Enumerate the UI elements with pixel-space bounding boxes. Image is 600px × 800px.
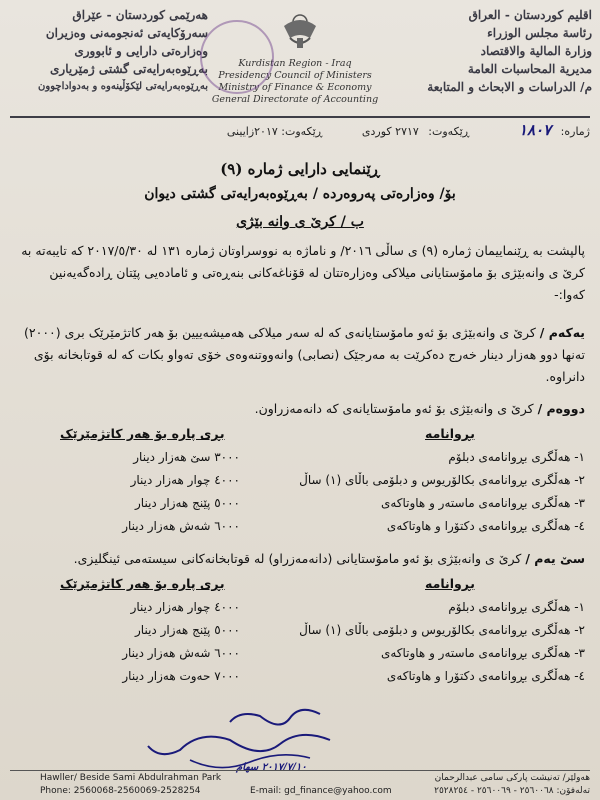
second-clause-text: کرێ ی وانەبێژی بۆ ئەو مامۆستایانەی کە دانەمەزراون. <box>254 401 534 416</box>
first-clause <box>20 322 585 388</box>
header-kurdish-line: وەزارەتی دارایی و ئابووری <box>74 44 208 58</box>
footer-divider <box>10 770 590 771</box>
table-cell-amount: ٦٠٠٠ شەش هەزار دینار <box>122 646 240 660</box>
header-english-line: Kurdistan Region - Iraq <box>238 58 352 69</box>
footer-kurdish <box>400 772 590 798</box>
table-row: ٤- هەڵگری بڕوانامەی دکتۆرا و هاوتاکەی <box>386 669 585 683</box>
ref-date-kurdish: ٢٧١٧ کوردی <box>361 125 419 138</box>
subject-line: ب / کرێ ی وانە بێژی <box>236 214 364 230</box>
header-kurdish <box>8 6 208 96</box>
header-kurdish-line: بەڕێوەبەرایەتی گشتی ژمێریاری <box>50 62 208 76</box>
ref-number-label: ژمارە: <box>560 125 590 138</box>
table-cell-amount: ٥٠٠٠ پێنج هەزار دینار <box>135 623 240 637</box>
table-cell-amount: ٣٠٠٠ سێ هەزار دینار <box>133 450 240 464</box>
kurdistan-emblem-icon <box>280 8 320 54</box>
table2-amount-column <box>90 596 240 688</box>
header-english-line: Presidency Council of Ministers <box>218 70 372 81</box>
table-row: ١- هەڵگری بڕوانامەی دبلۆم <box>448 600 585 614</box>
header-arabic-line: م/ الدراسات و الابحاث و المتابعة <box>427 80 592 94</box>
header-arabic <box>352 6 592 96</box>
table2-degree-header: بڕوانامە <box>425 576 475 591</box>
header-kurdish-line: بەڕێوەبەرایەتی لێکۆڵینەوە و بەدواداچوون <box>38 81 208 92</box>
ref-date-gregorian: ٢٠١٧زایینی <box>226 125 278 138</box>
signature-scribble-icon <box>140 700 340 770</box>
header-arabic-line: اقليم كوردستان - العراق <box>468 8 592 22</box>
footer-phone-en: Phone: 2560068-2560069-2528254 <box>40 786 201 796</box>
table-row: ٤- هەڵگری بڕوانامەی دکتۆرا و هاوتاکەی <box>386 519 585 533</box>
table-row: ١- هەڵگری بڕوانامەی دبلۆم <box>448 450 585 464</box>
third-clause <box>20 548 585 570</box>
header-divider <box>10 116 590 118</box>
header-english-line: General Directorate of Accounting <box>211 94 379 105</box>
table2-amount-header: بڕی پارە بۆ هەر کاتژمێرێک <box>60 576 225 591</box>
handwritten-date-note: ٢٠١٧/٧/١٠ سهام <box>236 762 307 773</box>
footer-address-ku: هەولێر/ تەنیشت پارکی سامی عبدالرحمان <box>434 773 590 783</box>
table-cell-amount: ٤٠٠٠ چوار هەزار دینار <box>130 600 240 614</box>
first-clause-text: کرێ ی وانەبێژی بۆ ئەو مامۆستایانەی کە لە سەر میلاکی هەمیشەییین بۆ هەر کاتژمێرێک بری (٢٠٠٠) تەنها دوو هەزار دینار خەرج دەکرێت بە مەرجێک (نصابی) وانەووتنەوەی خۆی تەواو بکات کە لە قوتابخانە بۆی دانراوە. <box>24 325 585 384</box>
table-cell-amount: ٤٠٠٠ چوار هەزار دینار <box>130 473 240 487</box>
header-arabic-line: وزارة المالية والاقتصاد <box>480 44 592 58</box>
ref-date-label-2: ڕێکەوت: <box>281 125 323 138</box>
ref-date-label: ڕێکەوت: <box>428 125 470 138</box>
table-cell-amount: ٦٠٠٠ شەش هەزار دینار <box>122 519 240 533</box>
table2-degree-column <box>245 596 585 688</box>
third-clause-text: کرێ ی وانەبێژی بۆ ئەو مامۆستایانی (دانەمەزراو) لە قوتابخانەکانی سیستەمی ئینگلیزی. <box>73 551 522 566</box>
header-kurdish-line: سەرۆکایەتی ئەنجومەنی وەزیران <box>45 26 208 40</box>
footer-email: E-mail: gd_finance@yahoo.com <box>250 786 392 796</box>
intro-paragraph: پالپشت بە ڕێنماییمان ژمارە (٩) ی ساڵی ٢٠١٦/ و ناماژە بە نووسراوتان ژمارە ١٣١ لە ٢٠١٧/٥/٣٠ کە تایبەتە بە کرێ ی وانەبێژی بۆ مامۆستایانی میلاکی وەزارەتتان لە قۆناغەکانی بنەڕەتی و ئامادەیی پێتان ڕادەگەیەنین کەوا:- <box>21 243 585 302</box>
table1-degree-column <box>245 446 585 538</box>
footer-phone-ku: تەلەفۆن: ٢٥٦٠٠٦٨ - ٢٥٦٠٠٦٩ - ٢٥٢٨٢٥٤ <box>434 786 590 796</box>
first-clause-label: یەکەم / <box>539 325 585 340</box>
table1-amount-header: بڕی پارە بۆ هەر کاتژمێرێک <box>60 426 225 441</box>
footer-english <box>40 772 221 798</box>
table-row: ٢- هەڵگری بڕوانامەی بکالۆریوس و دبلۆمی باڵای (١) ساڵ <box>299 473 585 487</box>
second-clause-label: دووەم / <box>537 401 585 416</box>
header-english-line: Ministry of Finance & Economy <box>218 82 372 93</box>
header-arabic-line: رئاسة مجلس الوزراء <box>487 26 592 40</box>
table-cell-amount: ٧٠٠٠ حەوت هەزار دینار <box>122 669 240 683</box>
table-row: ٢- هەڵگری بڕوانامەی بکالۆریوس و دبلۆمی باڵای (١) ساڵ <box>299 623 585 637</box>
second-clause <box>20 398 585 420</box>
table1-degree-header: بڕوانامە <box>425 426 475 441</box>
header-arabic-line: مديرية المحاسبات العامة <box>467 62 592 76</box>
table1-amount-column <box>90 446 240 538</box>
payment-table-2 <box>20 576 585 698</box>
payment-table-1 <box>20 426 585 546</box>
third-clause-label: سێ یەم / <box>525 551 585 566</box>
recipient-line: بۆ/ وەزارەتی پەروەردە / بەڕێوەبەرایەتی گشتی دیوان <box>144 186 456 202</box>
reference-line <box>10 122 590 140</box>
official-stamp <box>200 20 274 94</box>
table-cell-amount: ٥٠٠٠ پێنج هەزار دینار <box>135 496 240 510</box>
table-row: ٣- هەڵگری بڕوانامەی ماستەر و هاوتاکەی <box>380 646 585 660</box>
footer-address-en: Hawller/ Beside Sami Abdulrahman Park <box>40 773 222 783</box>
instruction-title: ڕێنمایی دارایی ژمارە (٩) <box>220 160 380 178</box>
header-kurdish-line: هەرێمی کوردستان - عێراق <box>72 8 208 22</box>
ref-number-value: ١٨٠٧ <box>518 121 552 139</box>
table-row: ٣- هەڵگری بڕوانامەی ماستەر و هاوتاکەی <box>380 496 585 510</box>
